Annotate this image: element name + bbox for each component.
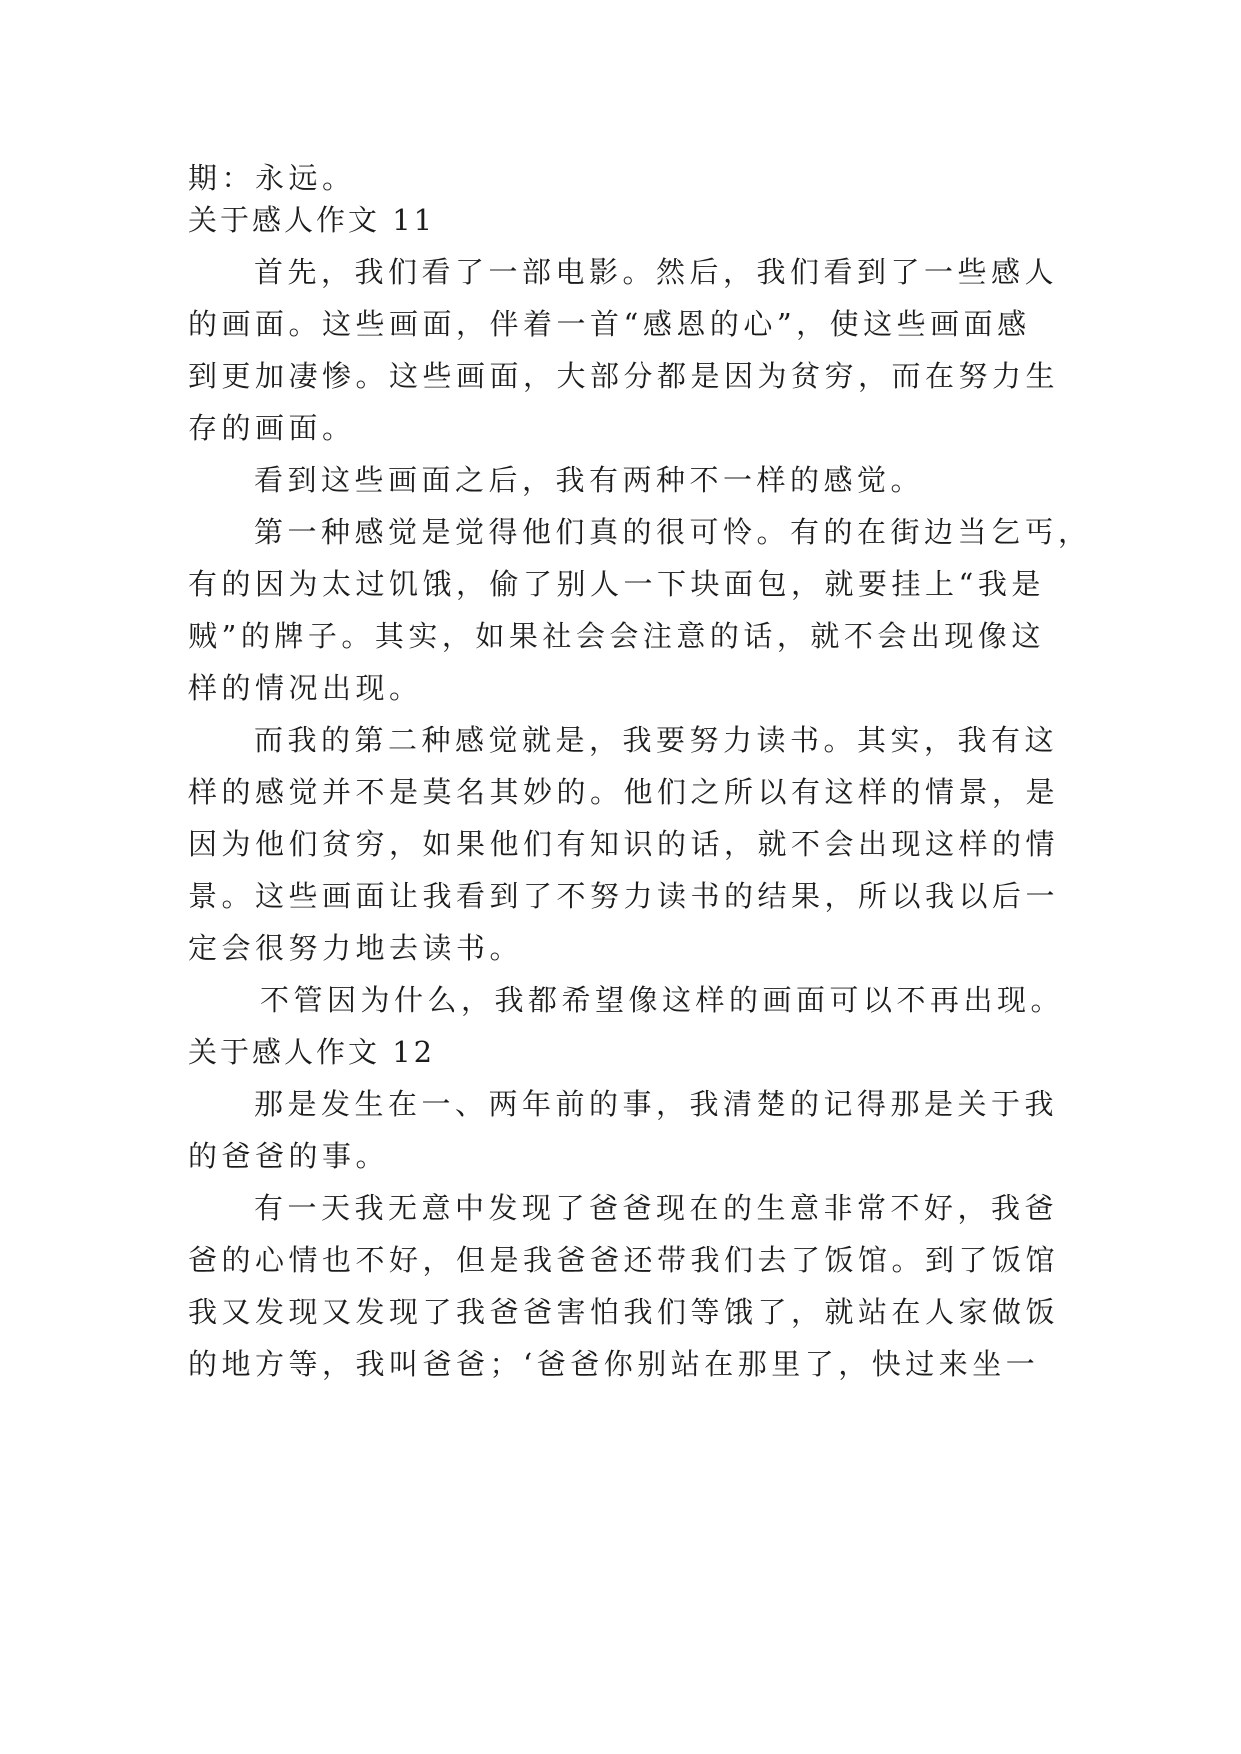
text-line: 第一种感觉是觉得他们真的很可怜。有的在街边当乞丐， xyxy=(254,515,1092,549)
text-line: 贼”的牌子。其实，如果社会会注意的话，就不会出现像这 xyxy=(188,619,1045,653)
text-line: 的地方等，我叫爸爸；‘爸爸你别站在那里了，快过来坐一 xyxy=(188,1347,1040,1381)
text-line: 首先，我们看了一部电影。然后，我们看到了一些感人 xyxy=(254,255,1059,289)
section-heading: 关于感人作文 12 xyxy=(188,1035,436,1069)
text-line: 景。这些画面让我看到了不努力读书的结果，所以我以后一 xyxy=(188,879,1060,913)
text-line: 的爸爸的事。 xyxy=(188,1139,390,1173)
text-line: 因为他们贫穷，如果他们有知识的话，就不会出现这样的情 xyxy=(188,827,1060,861)
text-line: 看到这些画面之后，我有两种不一样的感觉。 xyxy=(254,463,925,497)
text-line: 有一天我无意中发现了爸爸现在的生意非常不好，我爸 xyxy=(254,1191,1059,1225)
section-heading: 关于感人作文 11 xyxy=(188,203,436,237)
text-line: 样的感觉并不是莫名其妙的。他们之所以有这样的情景，是 xyxy=(188,775,1060,809)
text-line: 爸的心情也不好，但是我爸爸还带我们去了饭馆。到了饭馆 xyxy=(188,1243,1060,1277)
text-line: 我又发现又发现了我爸爸害怕我们等饿了，就站在人家做饭 xyxy=(188,1295,1060,1329)
text-line: 期：永远。 xyxy=(188,161,356,195)
text-line: 存的画面。 xyxy=(188,411,356,445)
text-line: 有的因为太过饥饿，偷了别人一下块面包，就要挂上“我是 xyxy=(188,567,1045,601)
text-line: 定会很努力地去读书。 xyxy=(188,931,524,965)
text-line: 到更加凄惨。这些画面，大部分都是因为贫穷，而在努力生 xyxy=(188,359,1060,393)
text-line: 而我的第二种感觉就是，我要努力读书。其实，我有这 xyxy=(254,723,1059,757)
text-line: 的画面。这些画面，伴着一首“感恩的心”，使这些画面感 xyxy=(188,307,1031,341)
text-line: 不管因为什么，我都希望像这样的画面可以不再出现。 xyxy=(260,983,1065,1017)
text-line: 样的情况出现。 xyxy=(188,671,423,705)
text-line: 那是发生在一、两年前的事，我清楚的记得那是关于我 xyxy=(254,1087,1059,1121)
